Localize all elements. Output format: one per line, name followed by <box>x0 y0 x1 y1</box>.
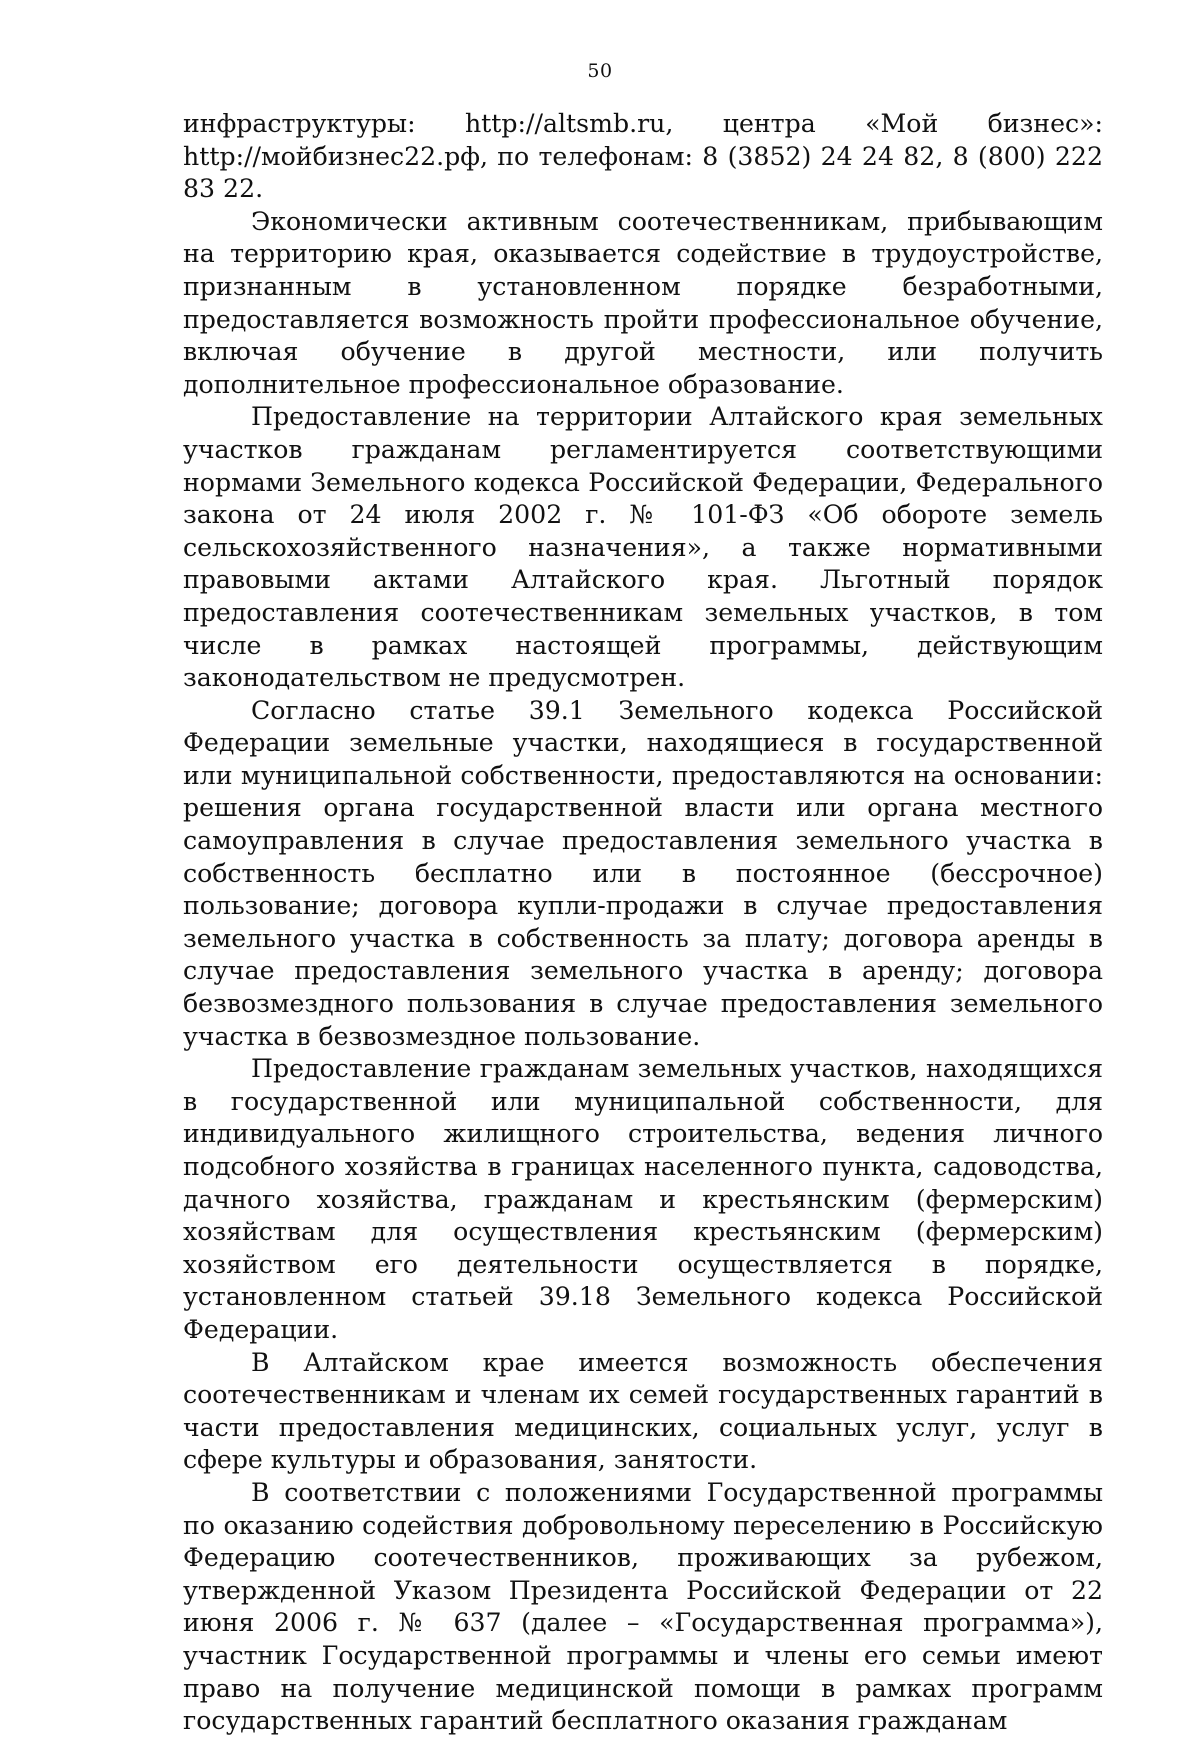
paragraph-land-regulation: Предоставление на территории Алтайского края земельных участков гражданам регламентируется соответствующими нормами Земельного кодекса Российской Федерации, Федерального закона от 24 июля 2002 г. № 101-ФЗ «Об обороте земель сельскохозяйственного назначения», а также нормативными правовыми актами Алтайского края. Льготный порядок предоставления соотечественникам земельных участков, в том числе в рамках настоящей программы, действующим законодательством не предусмотрен. <box>183 402 1103 693</box>
intro-line-2: http://мойбизнес22.рф, по телефонам: 8 (3852) 24 24 82, 8 (800) 222 83 22. <box>183 141 1103 204</box>
intro-word: бизнес»: <box>987 109 1103 138</box>
intro-line-1 <box>183 108 1103 141</box>
intro-word: инфраструктуры: <box>183 109 416 138</box>
paragraph-article-39-1: Согласно статье 39.1 Земельного кодекса Российской Федерации земельные участки, находящиеся в государственной или муниципальной собственности, предоставляются на основании: решения органа государственной власти или органа местного самоуправления в случае предоставления земельного участка в собственность бесплатно или в постоянное (бессрочное) пользование; договора купли-продажи в случае предоставления земельного участка в собственность за плату; договора аренды в случае предоставления земельного участка в аренду; договора безвозмездного пользования в случае предоставления земельного участка в безвозмездное пользование. <box>183 695 1103 1051</box>
altsmb-link[interactable]: http://altsmb.ru, <box>464 109 674 138</box>
intro-word: «Мой <box>865 109 939 138</box>
paragraph-employment: Экономически активным соотечественникам, прибывающим на территорию края, оказывается содействие в трудоустройстве, признанным в установленном порядке безработными, предоставляется возможность пройти профессиональное обучение, включая обучение в другой местности, или получить дополнительное профессиональное образование. <box>183 206 1103 399</box>
paragraph-article-39-18: Предоставление гражданам земельных участков, находящихся в государственной или муниципальной собственности, для индивидуального жилищного строительства, ведения личного подсобного хозяйства в границах населенного пункта, садоводства, дачного хозяйства, гражданам и крестьянским (фермерским) хозяйствам для осуществления крестьянским (фермерским) хозяйством его деятельности осуществляется в порядке, установленном статьей 39.18 Земельного кодекса Российской Федерации. <box>183 1054 1103 1344</box>
intro-word: центра <box>722 109 816 138</box>
paragraph-state-guarantees: В Алтайском крае имеется возможность обеспечения соотечественникам и членам их семей государственных гарантий в части предоставления медицинских, социальных услуг, услуг в сфере культуры и образования, занятости. <box>183 1347 1103 1475</box>
page-number: 50 <box>587 60 613 82</box>
document-body <box>183 108 1103 1738</box>
paragraph-state-program: В соответствии с положениями Государственной программы по оказанию содействия добровольному переселению в Российскую Федерацию соотечественников, проживающих за рубежом, утвержденной Указом Президента Российской Федерации от 22 июня 2006 г. № 637 (далее – «Государственная программа»), участник Государственной программы и члены его семьи имеют право на получение медицинской помощи в рамках программ государственных гарантий бесплатного оказания гражданам <box>183 1477 1103 1736</box>
